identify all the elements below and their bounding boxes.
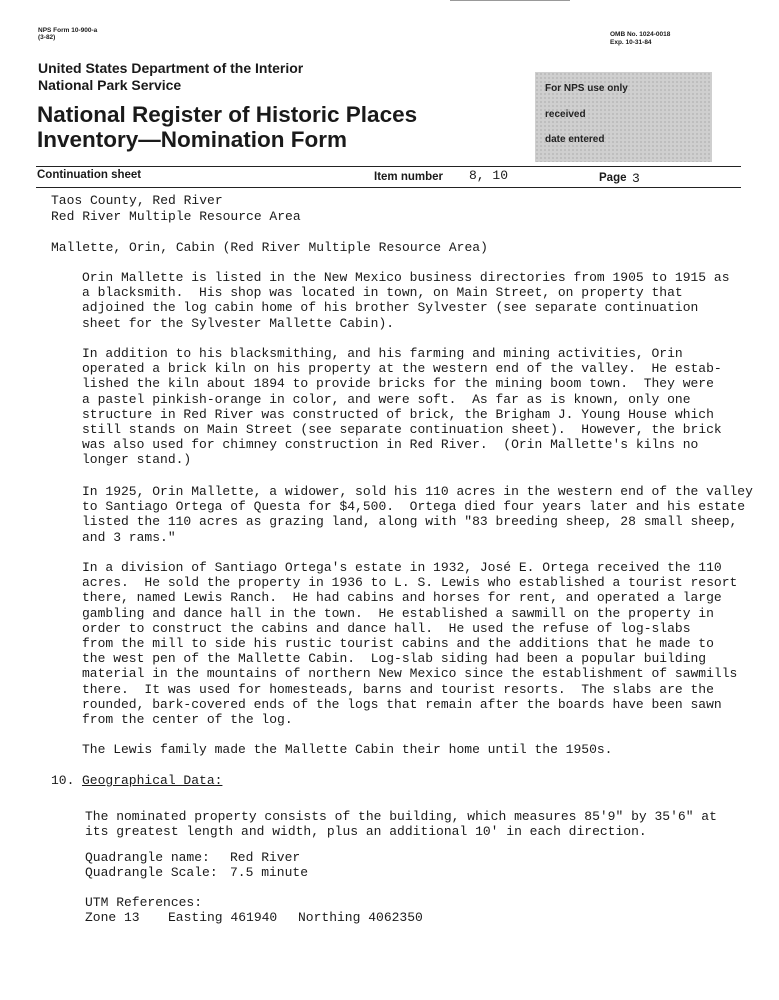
paragraph-brick-kiln: In addition to his blacksmithing, and his farming and mining activities, Orin operated a brick kiln on his property at the western end of the valley. He estab- lished the kiln about 1894 to provide bricks for the mining boom town. They were a pastel pinkish-orange in color, and were soft. As far as is known, only one structure in Red River was constructed of brick, the Brigham J. Young House which still stands on Main Street (see separate continuation sheet). However, the brick was also used for chimney construction in Red River. (Orin Mallette's kilns no longer stand.) [82,346,722,468]
page-label: Page [599,172,627,184]
form-title [37,102,417,152]
utm-zone: Zone 13 [85,910,140,925]
header-rule-top [36,166,741,167]
omb-expiration: Exp. 10-31-84 [610,39,652,46]
utm-easting: Easting 461940 [168,910,278,925]
section-number: 10. [51,773,75,788]
form-number: NPS Form 10-900-a [38,27,98,34]
nps-use-stamp [535,72,712,162]
header-rule-bottom [36,187,741,188]
paragraph-lewis-ranch: In a division of Santiago Ortega's estate in 1932, José E. Ortega received the 110 acres. He sold the property in 1936 to L. S. Lewis who established a tourist resort there, named Lewis Ranch. He had cabins and horses for rent, and operated a large gambling and dance hall in the town. He established a sawmill on the property in order to construct the cabins and dance hall. He used the refuse of log-slabs from the mill to side his rustic tourist cabins and the additions that he made to the west pen of the Mallette Cabin. Log-slab siding had been a popular building material in the mountains of northern New Mexico since the establishment of sawmills there. It was used for homesteads, barns and tourist resorts. The slabs are the rounded, bark-covered ends of the logs that remain after the boards have been sawn from the center of the log. [82,560,738,728]
agency-block [38,60,303,94]
page-number-value: 3 [632,171,640,186]
property-title: Mallette, Orin, Cabin (Red River Multiple Resource Area) [51,240,488,255]
stamp-received: received [545,109,586,120]
agency-name: National Park Service [38,77,182,93]
utm-references-label: UTM References: [85,895,203,910]
stamp-nps-use: For NPS use only [545,83,628,94]
form-revision: (3-82) [38,34,56,41]
item-number-label: Item number [374,171,444,183]
form-id [38,27,97,41]
quadrangle-name-value: Red River [230,850,301,865]
paragraph-blacksmith: Orin Mallette is listed in the New Mexico business directories from 1905 to 1915 as a blacksmith. His shop was located in town, on Main Street, on property that adjoined the log cabin home of his brother Sylvester (see separate continuation sheet for the Sylvester Mallette Cabin). [82,270,730,331]
top-edge-line [450,0,570,1]
paragraph-sale-1925: In 1925, Orin Mallette, a widower, sold his 110 acres in the western end of the valley to Santiago Ortega of Questa for $4,500. Ortega died four years later and his estate listed the 110 acres as grazing land, along with "83 breeding sheep, 28 small sheep, and 3 rams." [82,484,753,545]
form-title-line1: National Register of Historic Places [37,102,418,127]
omb-number: OMB No. 1024-0018 [610,31,671,38]
geographical-description: The nominated property consists of the building, which measures 85'9" by 35'6" at its greatest length and width, plus an additional 10' in each direction. [85,809,717,840]
section-title: Geographical Data: [82,773,223,788]
form-title-line2: Inventory—Nomination Form [37,127,348,152]
utm-northing: Northing 4062350 [298,910,423,925]
continuation-label: Continuation sheet [37,169,142,181]
department-name: United States Department of the Interior [38,60,304,76]
county-line: Taos County, Red River [51,193,223,208]
quadrangle-name-label: Quadrangle name: [85,850,210,865]
quadrangle-scale-value: 7.5 minute [230,865,309,880]
paragraph-lewis-family: The Lewis family made the Mallette Cabin their home until the 1950s. [82,742,613,757]
stamp-date-entered: date entered [545,134,605,145]
omb-info [610,31,670,47]
resource-area-line: Red River Multiple Resource Area [51,209,301,224]
item-number-value: 8, 10 [469,168,509,183]
quadrangle-scale-label: Quadrangle Scale: [85,865,218,880]
